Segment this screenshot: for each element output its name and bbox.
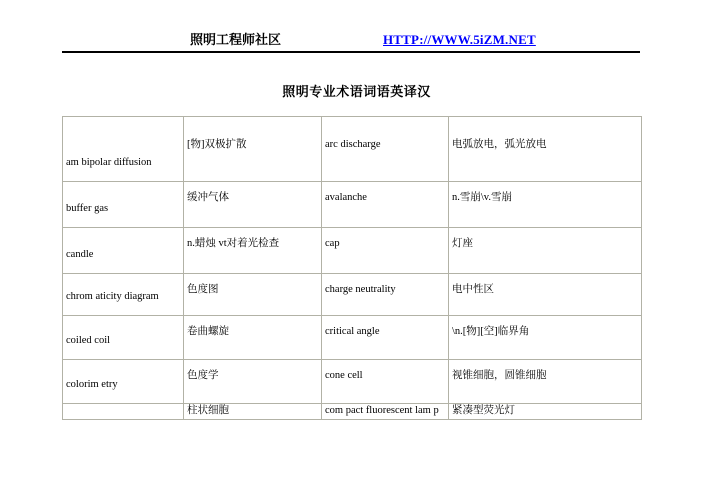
table-row — [63, 360, 642, 404]
table-cell: 柱状细胞 — [184, 404, 322, 420]
table-cell: coiled coil — [63, 316, 184, 360]
table-cell: 电中性区 — [449, 274, 642, 316]
table-cell: 卷曲螺旋 — [184, 316, 322, 360]
table-row — [63, 228, 642, 274]
table-cell: 色度图 — [184, 274, 322, 316]
table-row — [63, 182, 642, 228]
table-cell: 缓冲气体 — [184, 182, 322, 228]
table-cell: com pact fluorescent lam p — [322, 404, 449, 420]
glossary-table — [62, 116, 642, 420]
table-cell: am bipolar diffusion — [63, 117, 184, 182]
table-cell: candle — [63, 228, 184, 274]
site-name: 照明工程师社区 — [190, 32, 282, 47]
table-cell: cap — [322, 228, 449, 274]
table-row — [63, 274, 642, 316]
document-header — [62, 31, 640, 53]
table-row — [63, 117, 642, 182]
table-cell: colorim etry — [63, 360, 184, 404]
page-title: 照明专业术语词语英译汉 — [282, 84, 431, 99]
table-cell: buffer gas — [63, 182, 184, 228]
table-cell: arc discharge — [322, 117, 449, 182]
table-row — [63, 316, 642, 360]
table-cell: cone cell — [322, 360, 449, 404]
table-cell: 电弧放电，弧光放电 — [449, 117, 642, 182]
site-url-link[interactable]: HTTP://WWW.5iZM.NET — [383, 32, 536, 47]
table-cell: [物]双极扩散 — [184, 117, 322, 182]
table-cell: n.蜡烛 vt对着光检查 — [184, 228, 322, 274]
table-cell: 视锥细胞，圆锥细胞 — [449, 360, 642, 404]
table-cell: 色度学 — [184, 360, 322, 404]
table-cell: n.雪崩\v.雪崩 — [449, 182, 642, 228]
table-cell: avalanche — [322, 182, 449, 228]
table-row — [63, 404, 642, 420]
table-cell: 紧凑型荧光灯 — [449, 404, 642, 420]
table-cell: 灯座 — [449, 228, 642, 274]
table-cell — [63, 404, 184, 420]
table-cell: chrom aticity diagram — [63, 274, 184, 316]
table-cell: critical angle — [322, 316, 449, 360]
table-cell: \n.[物][空]临界角 — [449, 316, 642, 360]
table-cell: charge neutrality — [322, 274, 449, 316]
